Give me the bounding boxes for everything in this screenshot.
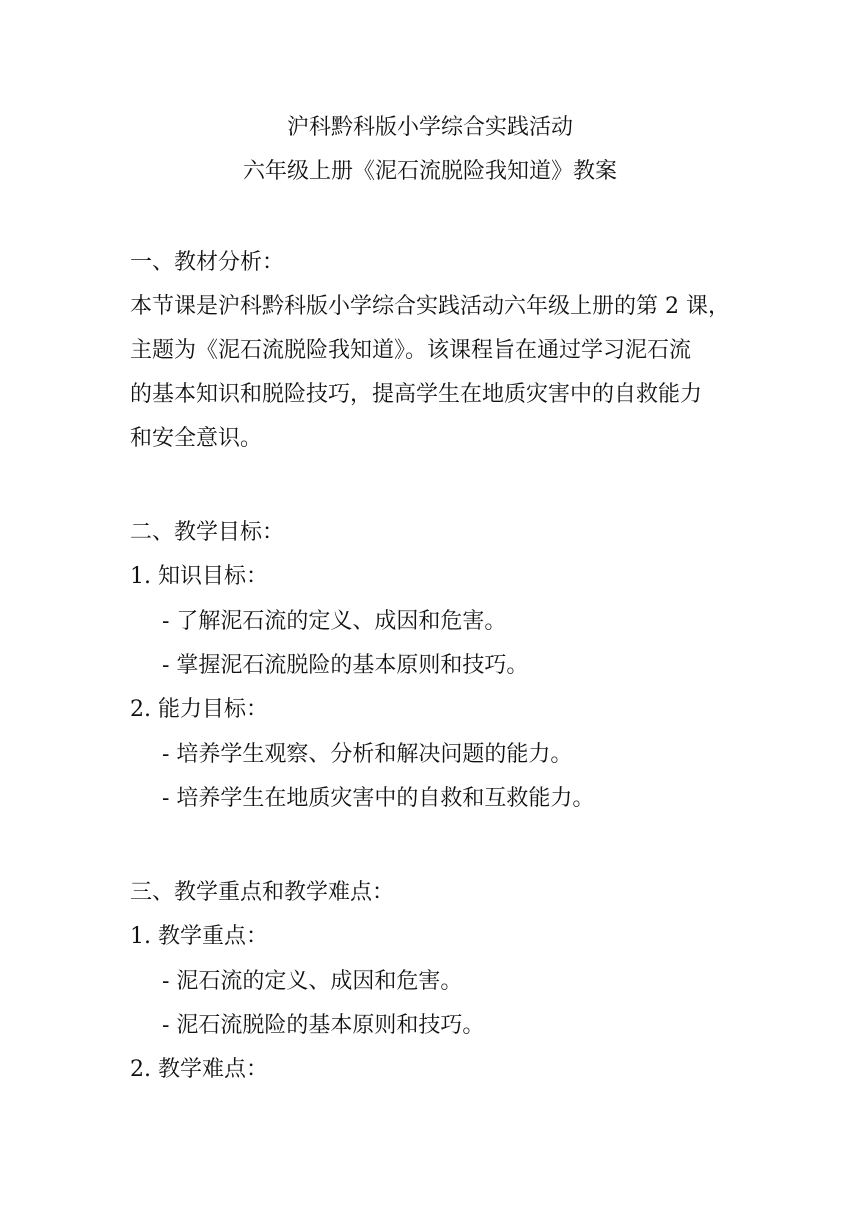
list-sub-item: - 了解泥石流的定义、成因和危害。 (162, 609, 507, 634)
paragraph-line: 和安全意识。 (130, 426, 263, 451)
section-heading-teaching-objectives: 二、教学目标： (130, 520, 285, 545)
list-sub-item: - 培养学生观察、分析和解决问题的能力。 (162, 742, 573, 767)
section-heading-key-points-and-difficulties: 三、教学重点和教学难点： (130, 880, 395, 905)
document-title-line-1: 沪科黔科版小学综合实践活动 (286, 115, 573, 140)
paragraph-line: 主题为《泥石流脱险我知道》。该课程旨在通过学习泥石流 (130, 338, 692, 363)
list-item-label: 2. 能力目标： (130, 697, 268, 722)
paragraph-line: 本节课是沪科黔科版小学综合实践活动六年级上册的第 2 课， (130, 294, 730, 319)
list-sub-item: - 泥石流的定义、成因和危害。 (162, 969, 463, 994)
document-title-line-2: 六年级上册《泥石流脱险我知道》教案 (242, 159, 617, 184)
list-item-label: 1. 知识目标： (130, 564, 268, 589)
list-sub-item: - 培养学生在地质灾害中的自救和互救能力。 (162, 786, 595, 811)
list-sub-item: - 掌握泥石流脱险的基本原则和技巧。 (162, 653, 529, 678)
paragraph-line: 的基本知识和脱险技巧，提高学生在地质灾害中的自救能力 (130, 382, 703, 407)
list-sub-item: - 泥石流脱险的基本原则和技巧。 (162, 1013, 485, 1038)
list-item-label: 1. 教学重点： (130, 924, 268, 949)
section-heading-teaching-material-analysis: 一、教材分析： (130, 250, 285, 275)
list-item-label: 2. 教学难点： (130, 1057, 268, 1082)
